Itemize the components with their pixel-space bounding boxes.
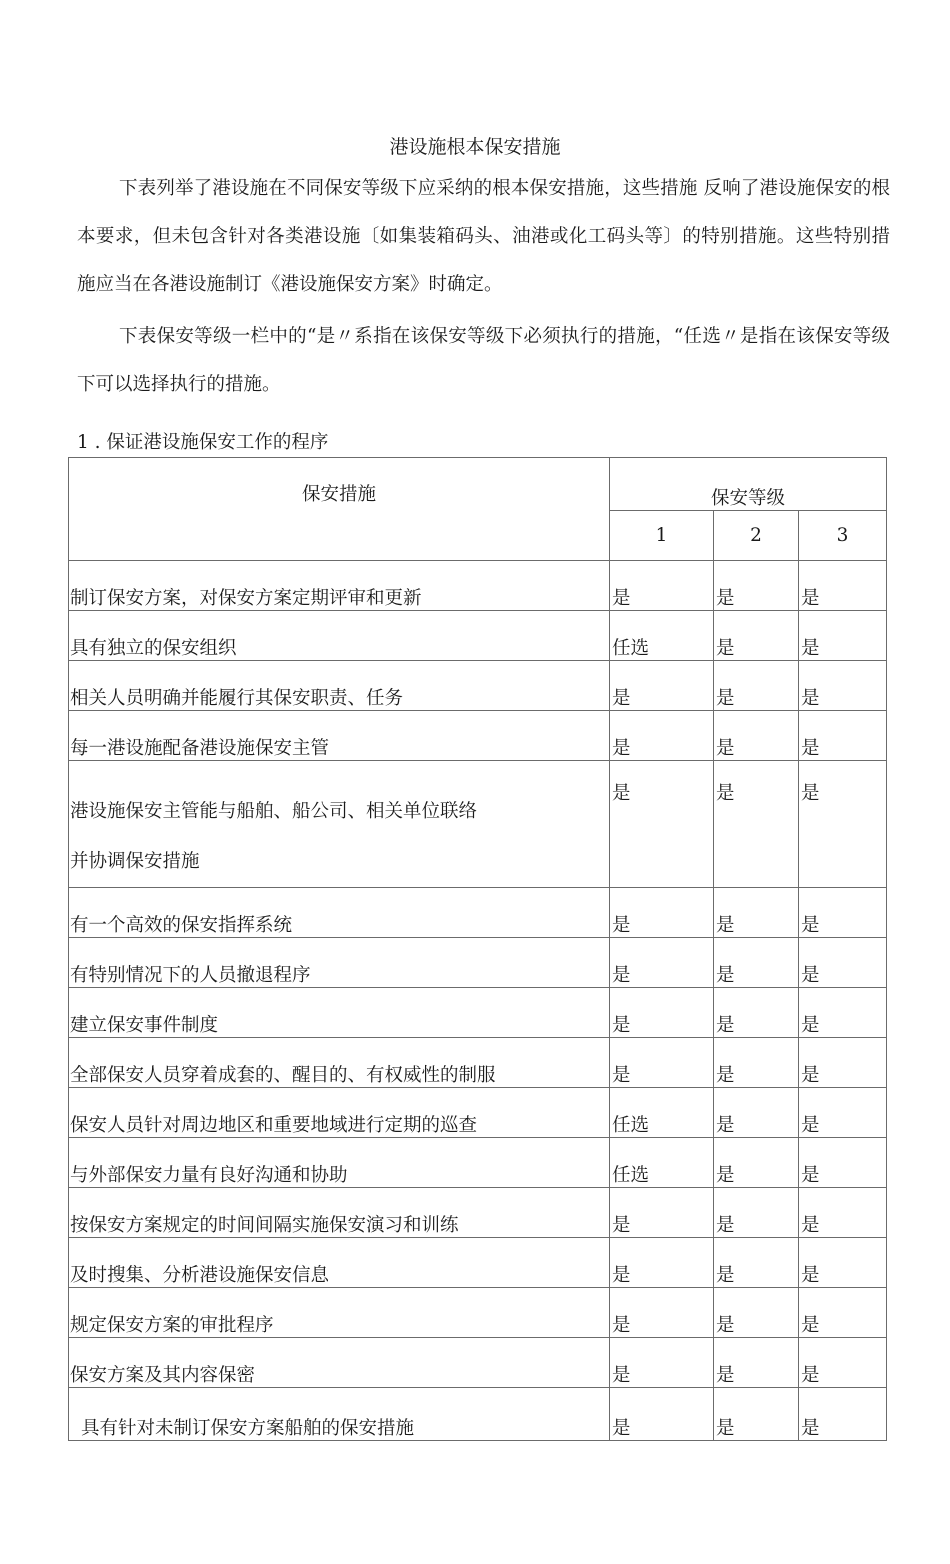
level-2-cell: 是 bbox=[714, 611, 799, 661]
level-2-cell: 是 bbox=[714, 1038, 799, 1088]
table-row bbox=[69, 1138, 887, 1188]
level-2-cell: 是 bbox=[714, 1338, 799, 1388]
level-3-cell: 是 bbox=[799, 1188, 887, 1238]
level-2-cell: 是 bbox=[714, 1388, 799, 1441]
header-security-level: 保安等级 bbox=[610, 458, 887, 511]
level-3-cell: 是 bbox=[799, 1288, 887, 1338]
measure-cell: 全部保安人员穿着成套的、醒目的、有权威性的制服 bbox=[69, 1038, 610, 1088]
level-3-cell: 是 bbox=[799, 938, 887, 988]
measure-cell: 每一港设施配备港设施保安主管 bbox=[69, 711, 610, 761]
level-1-cell: 是 bbox=[610, 1338, 714, 1388]
header-level-3: 3 bbox=[799, 511, 887, 561]
measure-cell: 保安方案及其内容保密 bbox=[69, 1338, 610, 1388]
level-3-cell: 是 bbox=[799, 611, 887, 661]
level-1-cell: 是 bbox=[610, 988, 714, 1038]
table-row bbox=[69, 611, 887, 661]
table-row bbox=[69, 1088, 887, 1138]
measure-cell: 及时搜集、分析港设施保安信息 bbox=[69, 1238, 610, 1288]
level-3-cell: 是 bbox=[799, 1038, 887, 1088]
level-3-cell: 是 bbox=[799, 1088, 887, 1138]
measure-line-2: 并协调保安措施 bbox=[70, 851, 200, 872]
measure-cell: 有特别情况下的人员撤退程序 bbox=[69, 938, 610, 988]
level-3-cell: 是 bbox=[799, 711, 887, 761]
level-3-cell: 是 bbox=[799, 1138, 887, 1188]
level-1-cell: 是 bbox=[610, 1388, 714, 1441]
table-row bbox=[69, 888, 887, 938]
measure-cell: 保安人员针对周边地区和重要地域进行定期的巡查 bbox=[69, 1088, 610, 1138]
level-2-cell: 是 bbox=[714, 888, 799, 938]
intro-paragraph: 下表列举了港设施在不同保安等级下应采纳的根本保安措施，这些措施 反响了港设施保安的根本要求，但未包含针对各类港设施〔如集装箱码头、油港或化工码头等〕的特别措施。这些特别措施应当在各港设施制订《港设施保安方案》时确定。 bbox=[77, 178, 890, 295]
table-row bbox=[69, 761, 887, 888]
measure-cell: 有一个高效的保安指挥系统 bbox=[69, 888, 610, 938]
level-3-cell: 是 bbox=[799, 1238, 887, 1288]
measure-cell: 规定保安方案的审批程序 bbox=[69, 1288, 610, 1338]
table-row bbox=[69, 711, 887, 761]
measure-cell: 建立保安事件制度 bbox=[69, 988, 610, 1038]
table-row bbox=[69, 1338, 887, 1388]
measure-line-1: 港设施保安主管能与船舶、船公司、相关单位联络 bbox=[70, 801, 478, 822]
level-1-cell: 任选 bbox=[610, 1088, 714, 1138]
table-row bbox=[69, 561, 887, 611]
header-measure: 保安措施 bbox=[69, 458, 610, 561]
security-measures-table bbox=[68, 457, 887, 1441]
definition-paragraph: 下表保安等级一栏中的“是〃系指在该保安等级下必须执行的措施，“任选〃是指在该保安等级下可以选择执行的措施。 bbox=[77, 326, 890, 395]
measure-cell: 相关人员明确并能履行其保安职责、任务 bbox=[69, 661, 610, 711]
table-row bbox=[69, 988, 887, 1038]
level-3-cell: 是 bbox=[799, 661, 887, 711]
measure-cell bbox=[69, 761, 610, 888]
level-2-cell: 是 bbox=[714, 1288, 799, 1338]
level-1-cell: 任选 bbox=[610, 611, 714, 661]
level-2-cell: 是 bbox=[714, 938, 799, 988]
level-1-cell: 是 bbox=[610, 1188, 714, 1238]
level-1-cell: 是 bbox=[610, 761, 714, 888]
measure-cell: 具有针对未制订保安方案船舶的保安措施 bbox=[69, 1388, 610, 1441]
table-row bbox=[69, 1188, 887, 1238]
level-1-cell: 是 bbox=[610, 1238, 714, 1288]
level-1-cell: 是 bbox=[610, 1038, 714, 1088]
measure-cell: 制订保安方案，对保安方案定期评审和更新 bbox=[69, 561, 610, 611]
table-row bbox=[69, 661, 887, 711]
level-2-cell: 是 bbox=[714, 1238, 799, 1288]
table-row bbox=[69, 1238, 887, 1288]
level-2-cell: 是 bbox=[714, 988, 799, 1038]
measure-cell: 按保安方案规定的时间间隔实施保安演习和训练 bbox=[69, 1188, 610, 1238]
table-row bbox=[69, 938, 887, 988]
level-2-cell: 是 bbox=[714, 711, 799, 761]
level-1-cell: 是 bbox=[610, 661, 714, 711]
level-1-cell: 任选 bbox=[610, 1138, 714, 1188]
level-1-cell: 是 bbox=[610, 888, 714, 938]
table-row bbox=[69, 1038, 887, 1088]
level-2-cell: 是 bbox=[714, 661, 799, 711]
table-row bbox=[69, 1388, 887, 1441]
level-2-cell: 是 bbox=[714, 1088, 799, 1138]
level-2-cell: 是 bbox=[714, 1138, 799, 1188]
level-1-cell: 是 bbox=[610, 711, 714, 761]
header-level-2: 2 bbox=[714, 511, 799, 561]
level-3-cell: 是 bbox=[799, 888, 887, 938]
level-1-cell: 是 bbox=[610, 938, 714, 988]
level-3-cell: 是 bbox=[799, 761, 887, 888]
measure-cell: 具有独立的保安组织 bbox=[69, 611, 610, 661]
table-row bbox=[69, 1288, 887, 1338]
level-1-cell: 是 bbox=[610, 1288, 714, 1338]
level-3-cell: 是 bbox=[799, 1388, 887, 1441]
section-heading: 1 . 保证港设施保安工作的程序 bbox=[77, 432, 329, 453]
document-title: 港设施根本保安措施 bbox=[389, 136, 561, 158]
measure-cell: 与外部保安力量有良好沟通和协助 bbox=[69, 1138, 610, 1188]
level-3-cell: 是 bbox=[799, 1338, 887, 1388]
level-3-cell: 是 bbox=[799, 988, 887, 1038]
level-2-cell: 是 bbox=[714, 561, 799, 611]
level-2-cell: 是 bbox=[714, 1188, 799, 1238]
header-level-1: 1 bbox=[610, 511, 714, 561]
level-3-cell: 是 bbox=[799, 561, 887, 611]
level-1-cell: 是 bbox=[610, 561, 714, 611]
level-2-cell: 是 bbox=[714, 761, 799, 888]
